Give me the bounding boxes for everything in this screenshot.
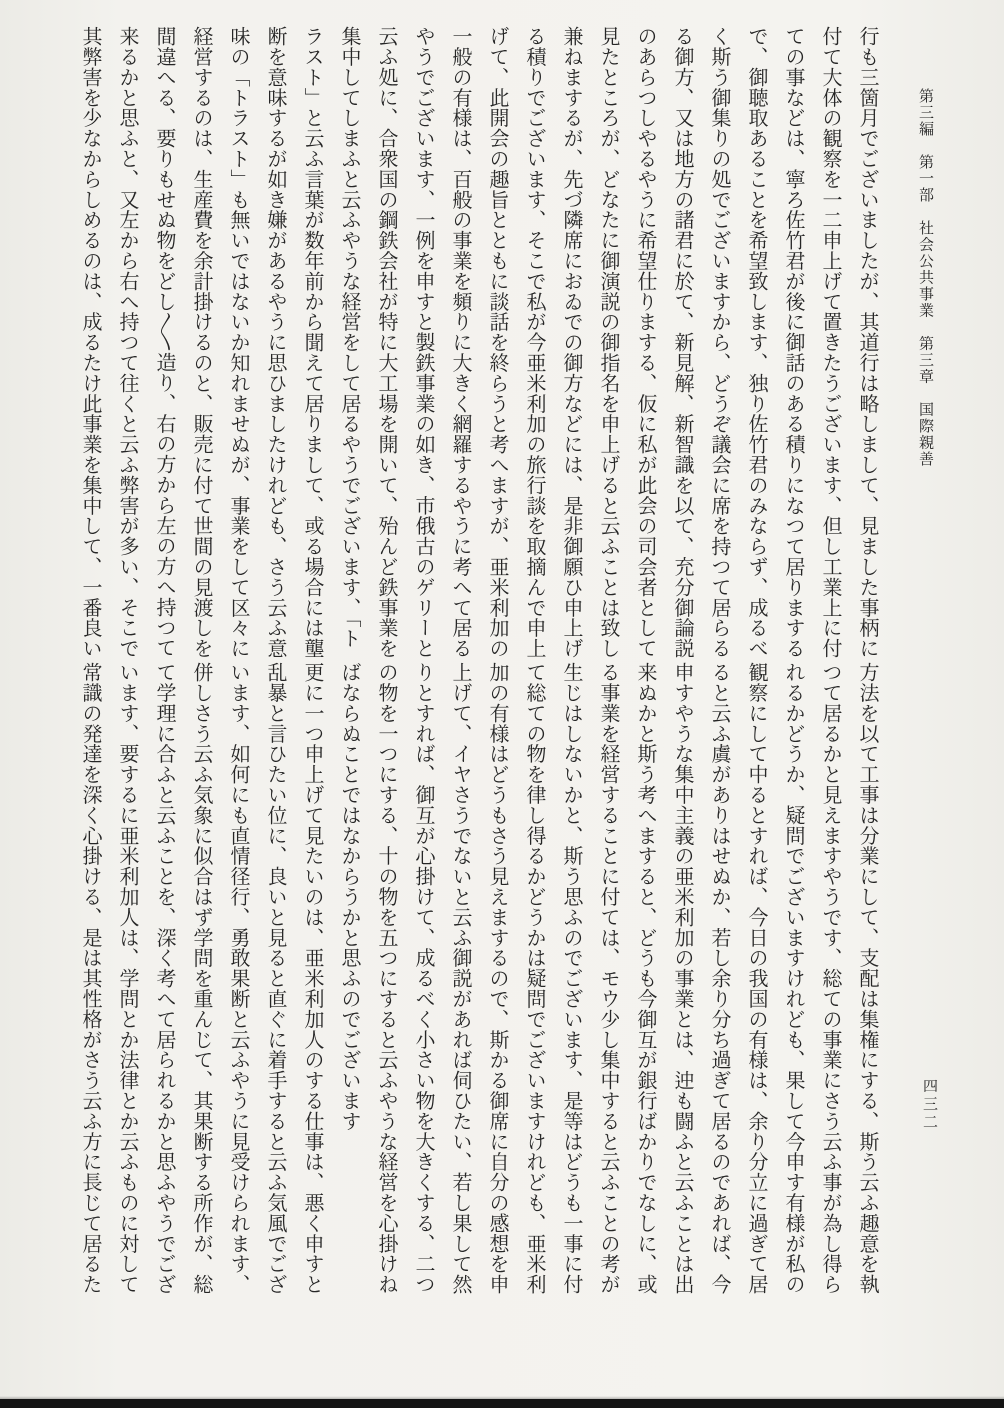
running-head: 第三編 第一部 社会公共事業 第三章 国際親善 <box>917 88 935 468</box>
text-column: 一般の有様は、百般の事業を頻りに大きく網羅するやうに考へて居る <box>449 26 473 659</box>
text-column: る事業を経営することに付ては、モウ少し集中すると云ふことの考が <box>597 662 621 1295</box>
text-column: 経営するのは、生産費を余計掛けるのと、販売に付て世間の見渡しを <box>190 26 214 659</box>
text-column: 乱暴と言ひたい位に、良いと見ると直ぐに着手すると云ふ気風でござ <box>264 662 288 1295</box>
text-column: 集中してしまふと云ふやうな経営をして居るやうでございます、「ト <box>338 26 362 649</box>
text-column: ての事などは、寧ろ佐竹君が後に御話のある積りになつて居りまする <box>782 26 806 659</box>
text-column: ると云ふ虞がありはせぬか、若し余り分ち過ぎて居るのであれば、今 <box>708 662 732 1295</box>
text-column: て総ての物を律し得るかどうかは疑問でございますけれども、亜米利 <box>523 662 547 1295</box>
text-column: つて居るかと見えますやうです、総ての事業にさう云ふ事が為し得ら <box>819 662 843 1295</box>
text-column: 其弊害を少なからしめるのは、成るたけ此事業を集中して、一番良い <box>79 26 103 659</box>
text-column: 常識の発達を深く心掛ける、是は其性格がさう云ふ方に長じて居るた <box>79 662 103 1295</box>
page-number: 四三二 <box>921 1078 939 1132</box>
text-column: 生じはしないかと、斯う思ふのでございます、是等はどうも一事に付 <box>560 662 584 1295</box>
text-column: 兼ねまするが、先づ隣席におゐでの御方などには、是非御願ひ申上げ <box>560 26 584 659</box>
text-column: います、如何にも直情径行、勇敢果断と云ふやうに見受けられます、 <box>227 662 251 1295</box>
text-column: ばならぬことではなからうかと思ふのでございます <box>338 662 362 1132</box>
text-column: りとすれば、御互が心掛けて、成るべく小さい物を大きくする、二つ <box>412 662 436 1295</box>
text-column: く斯う御集りの処でございますから、どうぞ議会に席を持つて居らる <box>708 26 732 659</box>
text-column: 付て大体の観察を一二申上げて置きたうございます、但し工業上に付 <box>819 26 843 659</box>
text-column: 観察にして中るとすれば、今日の我国の有様は、余り分立に過ぎて居 <box>745 662 769 1295</box>
text-column: 併しさう云ふ気象に似合はず学問を重んじて、其果断する所作が、総 <box>190 662 214 1295</box>
text-column: げて、此開会の趣旨とともに談話を終らうと考へますが、亜米利加の <box>486 26 510 659</box>
text-column: る積りでございます、そこで私が今亜米利加の旅行談を取摘んで申上 <box>523 26 547 659</box>
text-column: 断を意味するが如き嫌があるやうに思ひましたけれども、さう云ふ意 <box>264 26 288 659</box>
text-column: います、要するに亜米利加人は、学問とか法律とか云ふものに対して <box>116 662 140 1295</box>
text-column: 間違へる、要りもせぬ物をどし〱造り、右の方から左の方へ持つて <box>153 26 177 658</box>
text-column: ラスト」と云ふ言葉が数年前から聞えて居りまして、或る場合には壟 <box>301 26 325 659</box>
text-column: の物を一つにする、十の物を五つにすると云ふやうな経営を心掛けね <box>375 662 399 1295</box>
text-column: 上げて、イヤさうでないと云ふ御説があれば伺ひたい、若し果して然 <box>449 662 473 1295</box>
text-column: て学理に合ふと云ふことを、深く考へて居られるかと思ふやうでござ <box>153 662 177 1295</box>
text-column: のあらつしやるやうに希望仕りまする、仮に私が此会の司会者として <box>634 26 658 659</box>
text-column: 申すやうな集中主義の亜米利加の事業とは、迚も闘ふと云ふことは出 <box>671 662 695 1295</box>
text-column: 方法を以て工事は分業にして、支配は集権にする、斯う云ふ趣意を執 <box>856 662 880 1295</box>
text-column: る御方、又は地方の諸君に於て、新見解、新智識を以て、充分御論説 <box>671 26 695 659</box>
text-column: 云ふ処に、合衆国の鋼鉄会社が特に大工場を開いて、殆んど鉄事業を <box>375 26 399 659</box>
text-column: 行も三箇月でございましたが、其道行は略しまして、見ました事柄に <box>856 26 880 659</box>
text-column: 来るかと思ふと、又左から右へ持つて往くと云ふ弊害が多い、そこで <box>116 26 140 659</box>
text-column: やうでございます、一例を申すと製鉄事業の如き、市俄古のゲリーと <box>412 26 436 659</box>
text-column: れるかどうか、疑問でございますけれども、果して今申す有様が私の <box>782 662 806 1295</box>
text-column: 味の「トラスト」も無いではないか知れませぬが、事業をして区々に <box>227 26 251 659</box>
scan-edge <box>0 1399 1004 1408</box>
text-column: 来ぬかと斯う考へますると、どうも今御互が銀行ばかりでなしに、或 <box>634 662 658 1295</box>
text-column: で、御聴取あることを希望致します、独り佐竹君のみならず、成るべ <box>745 26 769 659</box>
text-column: 見たところが、どなたに御演説の御指名を申上げると云ふことは致し <box>597 26 621 659</box>
text-block-bottom <box>72 662 886 1294</box>
text-column: 加の有様はどうもさう見えまするので、斯かる御席に自分の感想を申 <box>486 662 510 1295</box>
text-block-top <box>72 26 886 658</box>
text-column: 更に一つ申上げて見たいのは、亜米利加人のする仕事は、悪く申すと <box>301 662 325 1295</box>
